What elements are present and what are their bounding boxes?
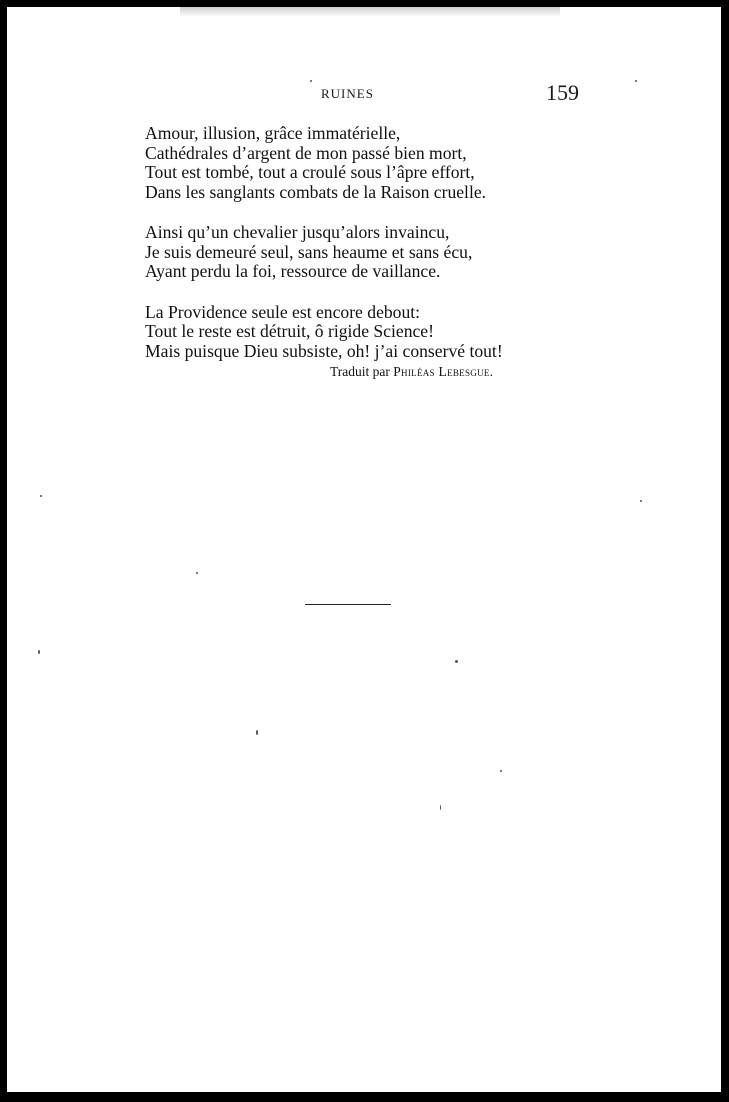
poem-line: La Providence seule est encore debout: [145,301,421,322]
poem-line: Ayant perdu la foi, ressource de vaillance. [145,261,441,281]
attribution [330,364,493,380]
scan-speck [455,660,458,663]
stanza-1 [145,124,565,202]
stanza-3 [145,303,565,362]
scan-speck [40,495,42,497]
poem-line: Ainsi qu’un chevalier jusqu’alors invaincu, [145,222,450,242]
poem-line: Amour, illusion, grâce immatérielle, [145,123,401,143]
scan-speck [310,80,312,82]
scan-speck [196,572,198,574]
scan-speck [500,770,502,772]
page-number: 159 [546,80,579,105]
poem-line: Cathédrales d’argent de mon passé bien mort, [145,142,467,163]
poem-line: Mais puisque Dieu subsiste, oh! j’ai conservé tout! [145,340,503,361]
poem [145,124,565,382]
translator-name: Philéas Lebesgue. [393,364,494,379]
scan-speck [256,730,258,735]
attribution-prefix: Traduit par [330,364,390,379]
scan-speck [640,500,642,502]
poem-line: Je suis demeuré seul, sans heaume et sans écu, [145,241,473,262]
stanza-2 [145,223,565,282]
scan-smudge [180,7,560,17]
scan-speck [440,805,441,810]
poem-line: Tout le reste est détruit, ô rigide Science! [145,321,434,341]
poem-line: Tout est tombé, tout a croulé sous l’âpre effort, [145,162,475,182]
running-head: RUINES [321,86,374,101]
section-separator [305,604,391,605]
scan-speck [38,650,40,654]
poem-line: Dans les sanglants combats de la Raison cruelle. [145,181,487,202]
scan-speck [635,80,637,82]
